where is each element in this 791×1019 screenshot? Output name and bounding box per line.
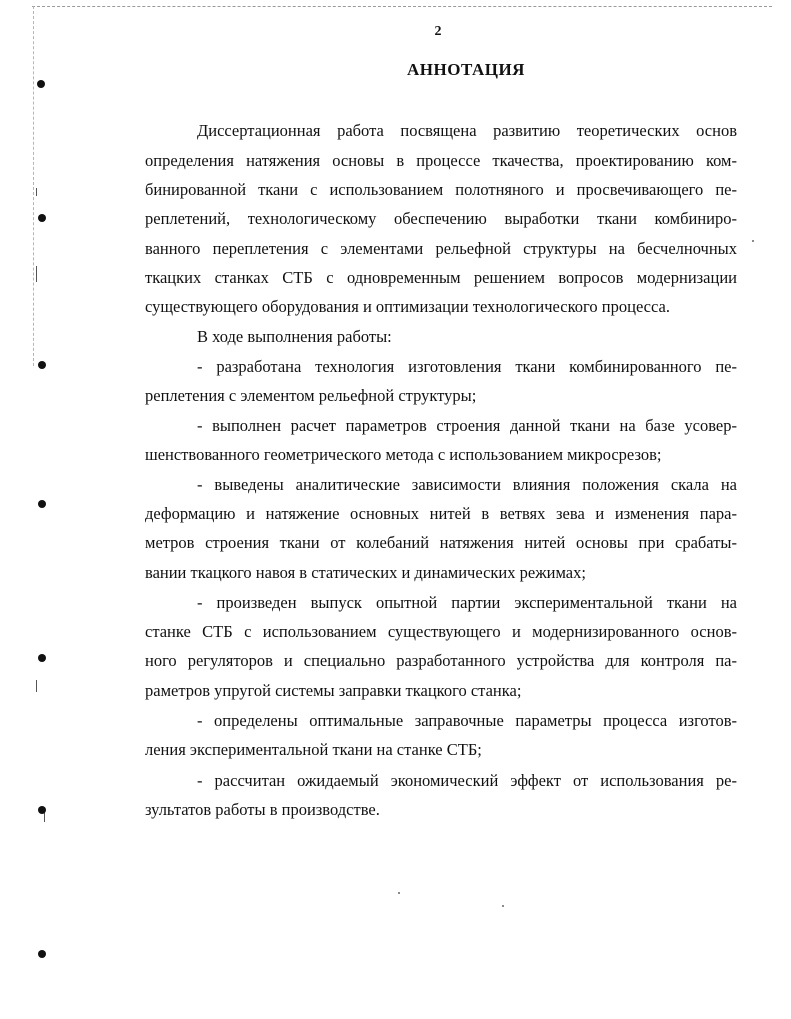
text-line: ткацких станках СТБ с одновременным решением вопросов модернизации	[145, 268, 737, 287]
text-line: В ходе выполнения работы:	[197, 327, 392, 346]
scan-edge-top	[32, 6, 772, 7]
list-item-line: станке СТБ с использованием существующего и модернизированного основ-	[145, 622, 737, 641]
list-item-line: - выведены аналитические зависимости влияния положения скала на	[197, 475, 737, 494]
list-item-line: шенствованного геометрического метода с использованием микросрезов;	[145, 445, 662, 464]
list-item-line: - выполнен расчет параметров строения данной ткани на базе усовер-	[197, 416, 737, 435]
punch-hole	[37, 80, 45, 88]
punch-hole	[38, 806, 46, 814]
punch-hole	[38, 950, 46, 958]
punch-hole	[38, 654, 46, 662]
list-item-line: - разработана технология изготовления ткани комбинированного пе-	[197, 357, 737, 376]
scan-tick	[44, 812, 45, 822]
list-item-line: ного регуляторов и специально разработанного устройства для контроля па-	[145, 651, 737, 670]
list-item-line: деформацию и натяжение основных нитей в ветвях зева и изменения пара-	[145, 504, 737, 523]
list-item-line: реплетения с элементом рельефной структуры;	[145, 386, 477, 405]
list-item-line: - рассчитан ожидаемый экономический эффект от использования ре-	[197, 771, 737, 790]
punch-hole	[38, 500, 46, 508]
scan-speck	[398, 892, 400, 894]
punch-hole	[38, 361, 46, 369]
punch-hole	[38, 214, 46, 222]
abstract-heading: АННОТАЦИЯ	[407, 60, 525, 79]
text-line: Диссертационная работа посвящена развитию теоретических основ	[197, 121, 737, 140]
scan-speck	[502, 905, 504, 907]
list-item-line: раметров упругой системы заправки ткацкого станка;	[145, 681, 522, 700]
scan-tick	[36, 680, 37, 692]
scan-tick	[36, 188, 37, 196]
list-item-line: вании ткацкого навоя в статических и динамических режимах;	[145, 563, 586, 582]
list-item-line: - произведен выпуск опытной партии экспериментальной ткани на	[197, 593, 737, 612]
list-item-line: - определены оптимальные заправочные параметры процесса изготов-	[197, 711, 737, 730]
scan-tick	[36, 266, 37, 282]
text-line: определения натяжения основы в процессе ткачества, проектированию ком-	[145, 151, 737, 170]
text-line: реплетений, технологическому обеспечению выработки ткани комбиниро-	[145, 209, 737, 228]
page-number: 2	[434, 24, 442, 39]
list-item-line: метров строения ткани от колебаний натяжения нитей основы при срабаты-	[145, 533, 737, 552]
text-line: существующего оборудования и оптимизации технологического процесса.	[145, 297, 670, 316]
list-item-line: ления экспериментальной ткани на станке СТБ;	[145, 740, 482, 759]
text-line: ванного переплетения с элементами рельефной структуры на бесчелночных	[145, 239, 737, 258]
list-item-line: зультатов работы в производстве.	[145, 800, 380, 819]
text-line: бинированной ткани с использованием полотняного и просвечивающего пе-	[145, 180, 737, 199]
scan-speck	[752, 240, 754, 242]
